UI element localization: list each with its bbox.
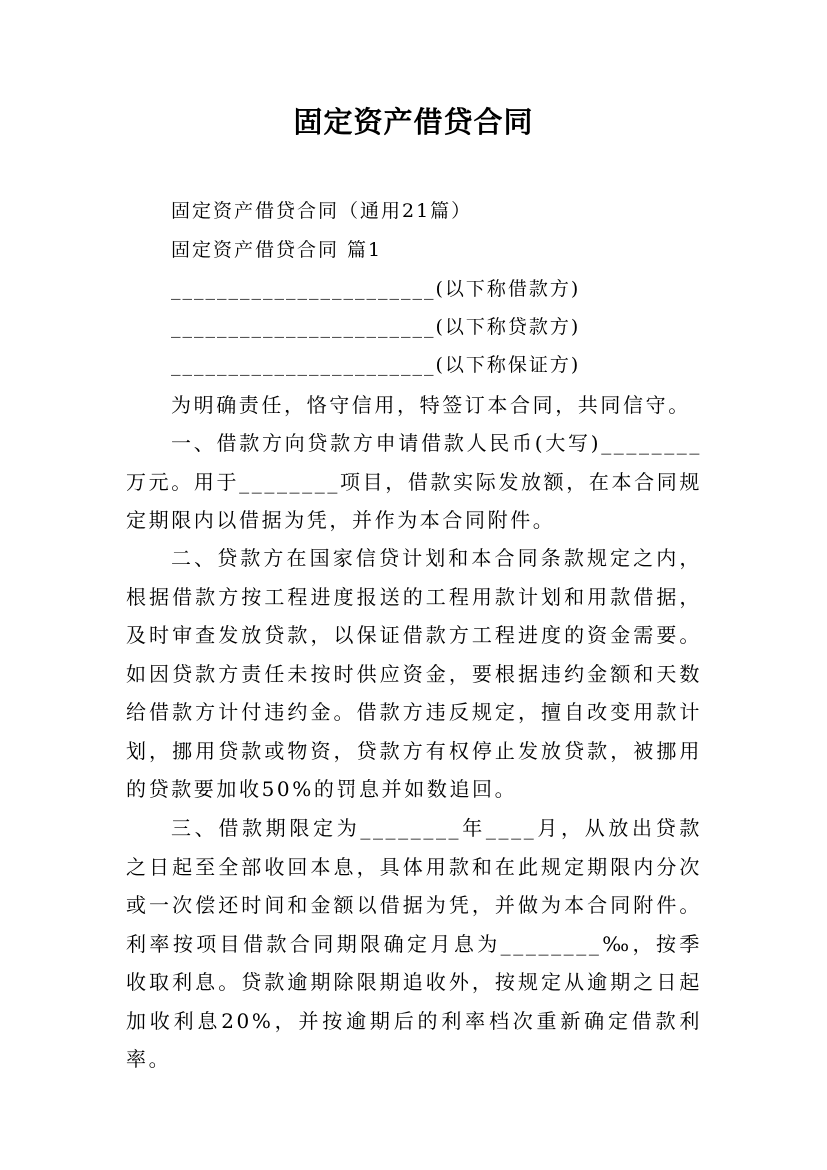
clause-2: 二、贷款方在国家信贷计划和本合同条款规定之内，根据借款方按工程进度报送的工程用款计划和用款借据，及时审查发放贷款，以保证借款方工程进度的资金需要。如因贷款方责任未按时供应资金，要根据违约金额和天数给借款方计付违约金。借款方违反规定，擅自改变用款计划，挪用贷款或物资，贷款方有权停止发放贷款，被挪用的贷款要加收50%的罚息并如数追回。 bbox=[126, 546, 702, 801]
party-borrower-line: _______________________(以下称借款方) bbox=[171, 278, 581, 300]
party-lender-line: _______________________(以下称贷款方) bbox=[171, 316, 581, 338]
document-subtitle: 固定资产借贷合同（通用21篇） bbox=[171, 200, 473, 222]
section-heading: 固定资产借贷合同 篇1 bbox=[171, 239, 383, 261]
clause-3: 三、借款期限定为________年____月，从放出贷款之日起至全部收回本息，具体用款和在此规定期限内分次或一次偿还时间和金额以借据为凭，并做为本合同附件。利率按项目借款合同期限确定月息为________‰，按季收取利息。贷款逾期除限期追收外，按规定从逾期之日起加收利息20%，并按逾期后的利率档次重新确定借款利率。 bbox=[126, 816, 702, 1071]
preamble: 为明确责任，恪守信用，特签订本合同，共同信守。 bbox=[171, 393, 691, 417]
document-title: 固定资产借贷合同 bbox=[293, 105, 534, 139]
party-guarantor-line: _______________________(以下称保证方) bbox=[171, 354, 581, 376]
clause-1: 一、借款方向贷款方申请借款人民币(大写)________万元。用于________项目，借款实际发放额，在本合同规定期限内以借据为凭，并作为本合同附件。 bbox=[126, 431, 702, 532]
